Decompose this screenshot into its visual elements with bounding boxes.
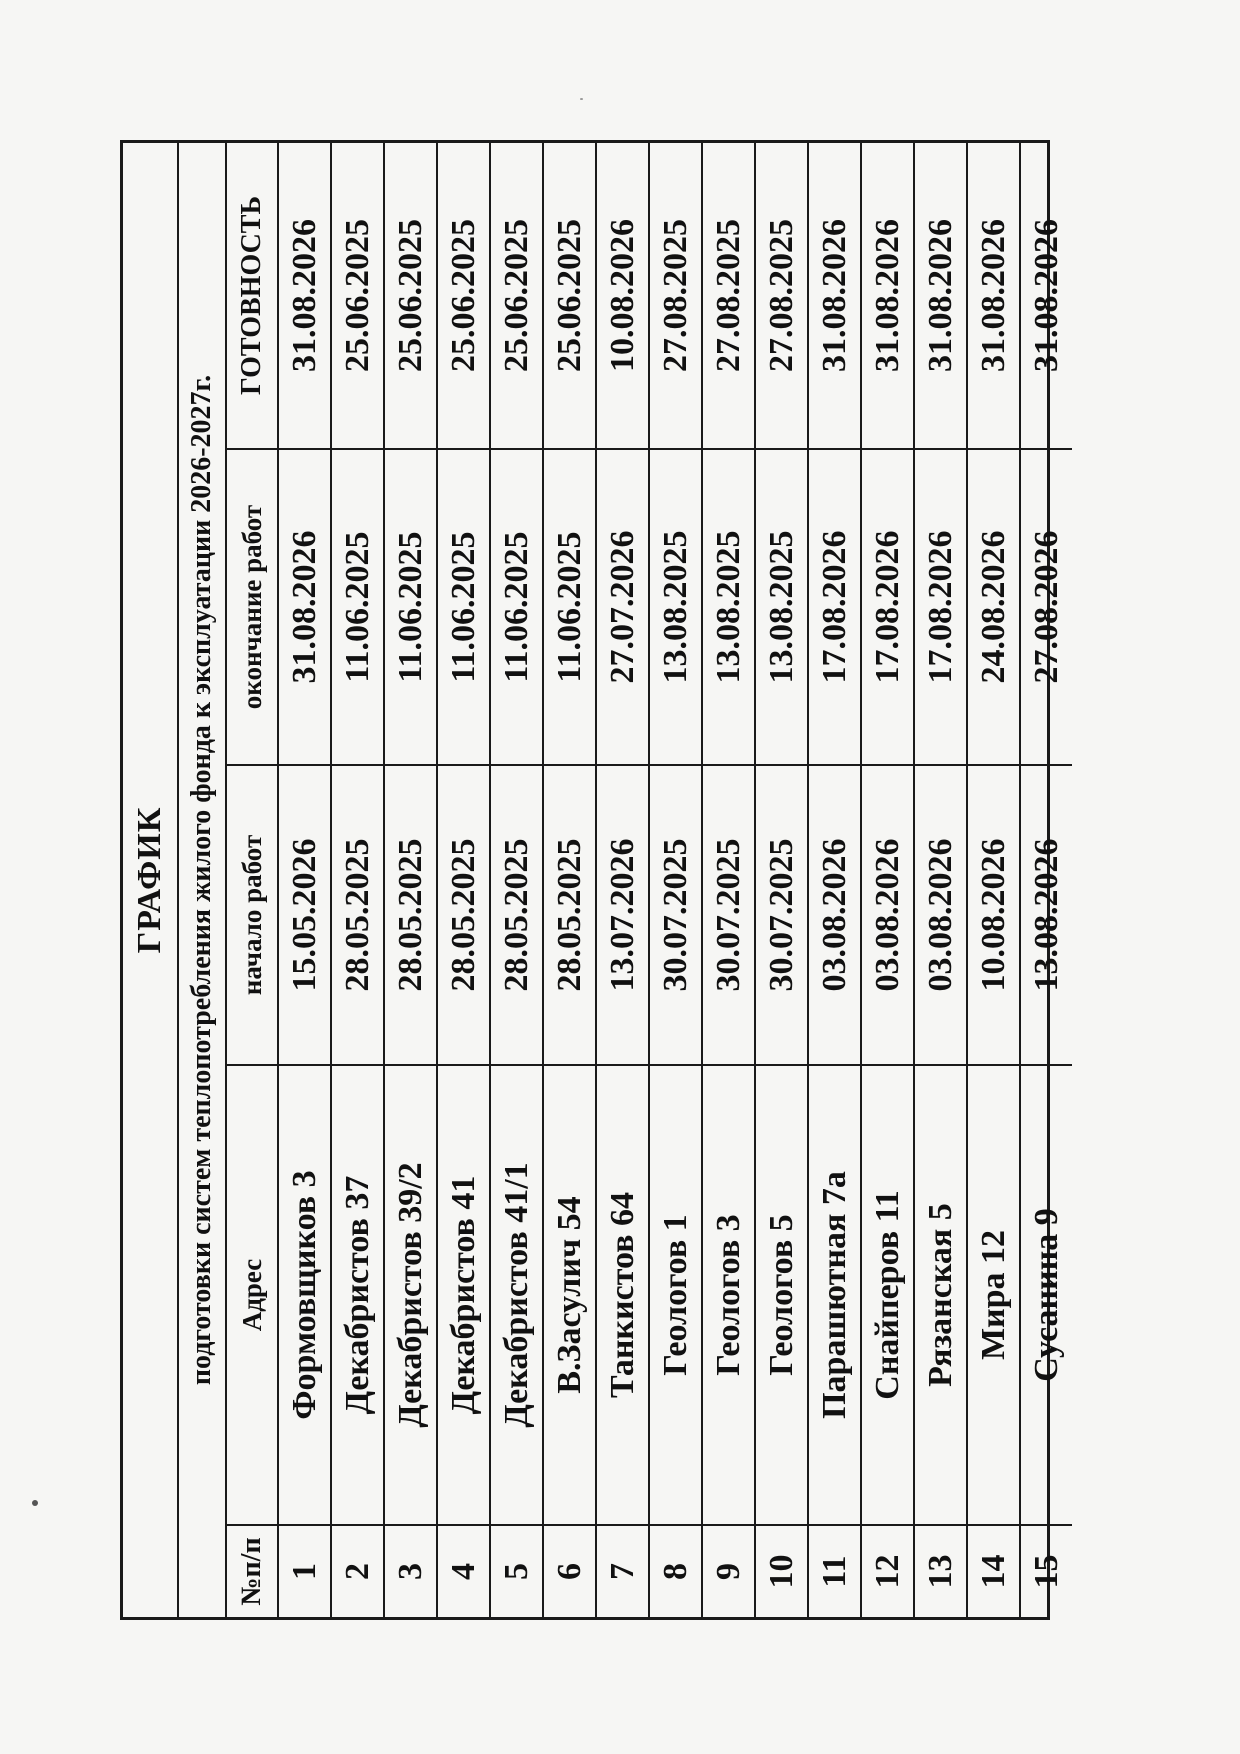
row-num: 15 xyxy=(1020,1525,1072,1617)
table-header-row xyxy=(227,143,278,1617)
row-start-date: 13.07.2026 xyxy=(596,765,649,1065)
row-ready-date: 25.06.2025 xyxy=(384,143,437,449)
row-num: 8 xyxy=(649,1525,702,1617)
row-ready-date: 27.08.2025 xyxy=(755,143,808,449)
row-ready-date: 25.06.2025 xyxy=(331,143,384,449)
row-num: 3 xyxy=(384,1525,437,1617)
row-end-date: 17.08.2026 xyxy=(808,449,861,765)
table-row xyxy=(967,143,1020,1617)
row-end-date: 24.08.2026 xyxy=(967,449,1020,765)
row-start-date: 30.07.2025 xyxy=(649,765,702,1065)
row-end-date: 11.06.2025 xyxy=(331,449,384,765)
row-address: Декабристов 39/2 xyxy=(384,1065,437,1525)
row-ready-date: 31.08.2026 xyxy=(967,143,1020,449)
row-ready-date: 25.06.2025 xyxy=(437,143,490,449)
row-start-date: 03.08.2026 xyxy=(808,765,861,1065)
row-num: 4 xyxy=(437,1525,490,1617)
row-start-date: 28.05.2025 xyxy=(384,765,437,1065)
row-start-date: 15.05.2026 xyxy=(278,765,331,1065)
row-num: 11 xyxy=(808,1525,861,1617)
rotated-table-frame xyxy=(120,140,1065,1620)
header-end: окончание работ xyxy=(227,449,278,765)
table-row xyxy=(1020,143,1072,1617)
row-ready-date: 25.06.2025 xyxy=(490,143,543,449)
row-end-date: 13.08.2025 xyxy=(649,449,702,765)
header-ready: ГОТОВНОСТЬ xyxy=(227,143,278,449)
schedule-table xyxy=(227,143,1072,1617)
row-end-date: 11.06.2025 xyxy=(437,449,490,765)
row-end-date: 17.08.2026 xyxy=(914,449,967,765)
table-row xyxy=(437,143,490,1617)
row-end-date: 31.08.2026 xyxy=(278,449,331,765)
row-ready-date: 10.08.2026 xyxy=(596,143,649,449)
row-ready-date: 31.08.2026 xyxy=(914,143,967,449)
row-start-date: 30.07.2025 xyxy=(755,765,808,1065)
row-num: 5 xyxy=(490,1525,543,1617)
row-ready-date: 31.08.2026 xyxy=(1020,143,1072,449)
row-start-date: 30.07.2025 xyxy=(702,765,755,1065)
table-row xyxy=(861,143,914,1617)
row-num: 2 xyxy=(331,1525,384,1617)
row-address: Сусанина 9 xyxy=(1020,1065,1072,1525)
row-num: 7 xyxy=(596,1525,649,1617)
row-ready-date: 31.08.2026 xyxy=(808,143,861,449)
row-end-date: 11.06.2025 xyxy=(490,449,543,765)
table-row xyxy=(490,143,543,1617)
row-num: 6 xyxy=(543,1525,596,1617)
row-ready-date: 27.08.2025 xyxy=(649,143,702,449)
table-row xyxy=(755,143,808,1617)
row-address: Снайперов 11 xyxy=(861,1065,914,1525)
row-address: Геологов 1 xyxy=(649,1065,702,1525)
row-ready-date: 31.08.2026 xyxy=(861,143,914,449)
row-start-date: 28.05.2025 xyxy=(490,765,543,1065)
scan-speck xyxy=(32,1500,38,1506)
row-start-date: 13.08.2026 xyxy=(1020,765,1072,1065)
table-row xyxy=(808,143,861,1617)
table-body xyxy=(278,143,1072,1617)
row-address: Танкистов 64 xyxy=(596,1065,649,1525)
table-row xyxy=(596,143,649,1617)
row-end-date: 13.08.2025 xyxy=(755,449,808,765)
row-end-date: 17.08.2026 xyxy=(861,449,914,765)
row-num: 12 xyxy=(861,1525,914,1617)
row-start-date: 28.05.2025 xyxy=(331,765,384,1065)
row-address: Рязанская 5 xyxy=(914,1065,967,1525)
row-end-date: 11.06.2025 xyxy=(384,449,437,765)
row-address: Геологов 3 xyxy=(702,1065,755,1525)
row-ready-date: 27.08.2025 xyxy=(702,143,755,449)
row-address: Декабристов 41/1 xyxy=(490,1065,543,1525)
row-num: 1 xyxy=(278,1525,331,1617)
row-end-date: 27.08.2026 xyxy=(1020,449,1072,765)
row-address: Парашютная 7а xyxy=(808,1065,861,1525)
header-num: №п/п xyxy=(227,1525,278,1617)
table-row xyxy=(702,143,755,1617)
table-row xyxy=(649,143,702,1617)
row-num: 9 xyxy=(702,1525,755,1617)
row-num: 14 xyxy=(967,1525,1020,1617)
row-end-date: 11.06.2025 xyxy=(543,449,596,765)
document-title: ГРАФИК xyxy=(123,143,179,1617)
scan-speck xyxy=(580,98,583,100)
row-ready-date: 25.06.2025 xyxy=(543,143,596,449)
row-address: Геологов 5 xyxy=(755,1065,808,1525)
table-row xyxy=(543,143,596,1617)
row-start-date: 28.05.2025 xyxy=(543,765,596,1065)
row-start-date: 28.05.2025 xyxy=(437,765,490,1065)
header-start: начало работ xyxy=(227,765,278,1065)
table-row xyxy=(278,143,331,1617)
header-address: Адрес xyxy=(227,1065,278,1525)
row-address: Мира 12 xyxy=(967,1065,1020,1525)
row-address: Декабристов 41 xyxy=(437,1065,490,1525)
row-address: В.Засулич 54 xyxy=(543,1065,596,1525)
row-start-date: 03.08.2026 xyxy=(914,765,967,1065)
row-num: 13 xyxy=(914,1525,967,1617)
table-row xyxy=(914,143,967,1617)
schedule-sheet xyxy=(120,140,1065,1620)
row-address: Формовщиков 3 xyxy=(278,1065,331,1525)
row-end-date: 27.07.2026 xyxy=(596,449,649,765)
row-address: Декабристов 37 xyxy=(331,1065,384,1525)
row-end-date: 13.08.2025 xyxy=(702,449,755,765)
row-start-date: 03.08.2026 xyxy=(861,765,914,1065)
row-start-date: 10.08.2026 xyxy=(967,765,1020,1065)
table-row xyxy=(384,143,437,1617)
document-subtitle: подготовки систем теплопотребления жилого фонда к эксплуатации 2026-2027г. xyxy=(179,143,227,1617)
table-row xyxy=(331,143,384,1617)
row-ready-date: 31.08.2026 xyxy=(278,143,331,449)
row-num: 10 xyxy=(755,1525,808,1617)
